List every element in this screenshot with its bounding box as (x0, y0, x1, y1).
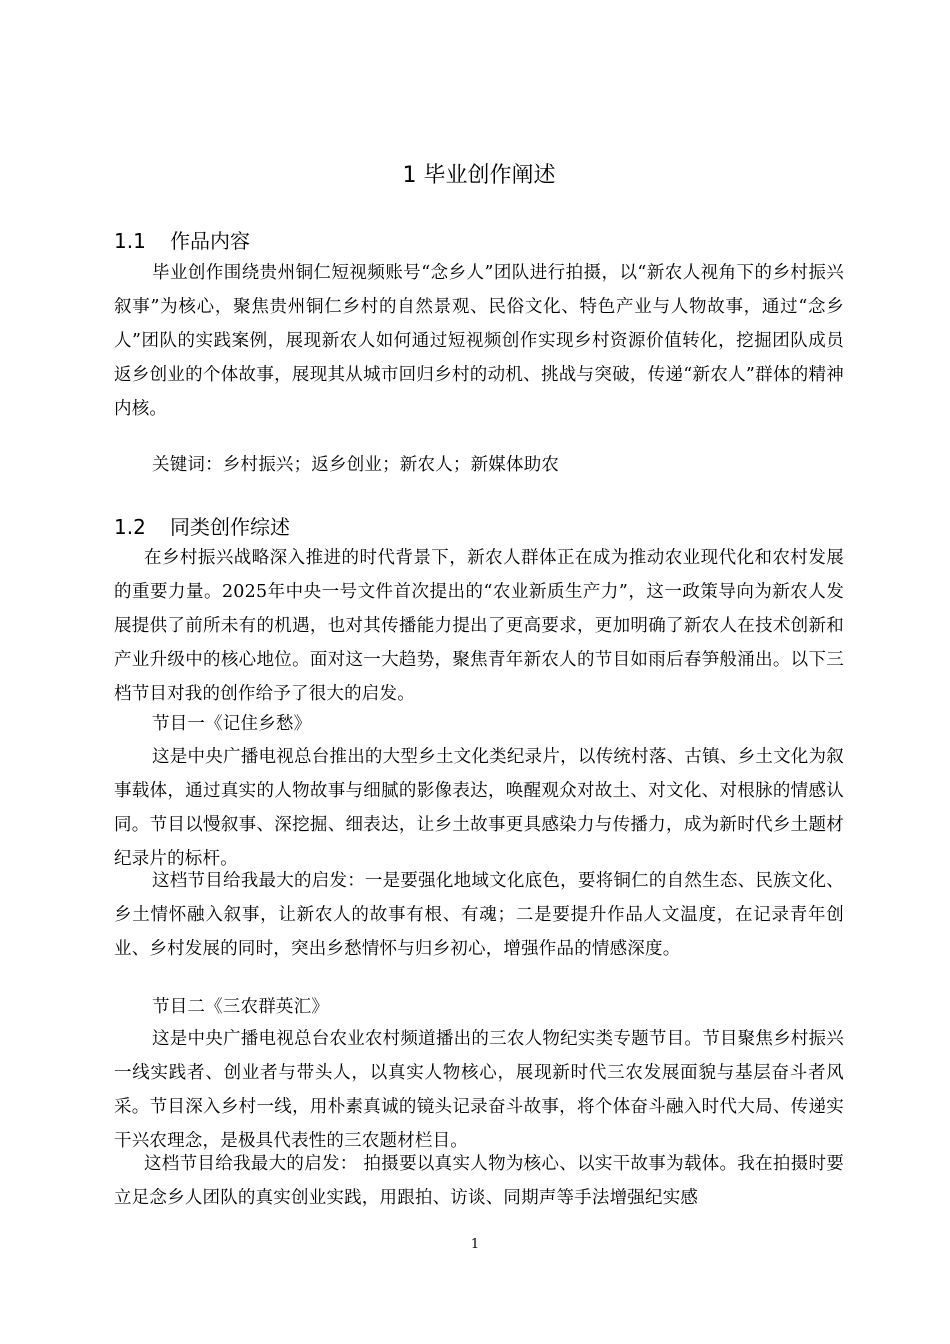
program-one-heading: 节目一《记住乡愁》 (152, 714, 312, 734)
paragraph-program-one-inspiration: 这档节目给我最大的启发：一是要强化地域文化底色，要将铜仁的自然生态、民族文化、乡土情怀融入叙事，让新农人的故事有根、有魂；二是要提升作品人文温度，在记录青年创业、乡村发展的同时，突出乡愁情怀与归乡初心，增强作品的情感深度。 (114, 871, 844, 959)
paragraph-work-content: 毕业创作围绕贵州铜仁短视频账号“念乡人”团队进行拍摄，以“新农人视角下的乡村振兴叙事”为核心，聚焦贵州铜仁乡村的自然景观、民俗文化、特色产业与人物故事，通过“念乡人”团队的实践案例，展现新农人如何通过短视频创作实现乡村资源价值转化，挖掘团队成员返乡创业的个体故事，展现其从城市回归乡村的动机、挑战与突破，传递“新农人”群体的精神内核。 (114, 263, 844, 419)
page-number: 1 (470, 1237, 480, 1252)
section-number: 1.2 (114, 515, 146, 539)
section-title: 作品内容 (170, 229, 250, 253)
paragraph-program-one: 这是中央广播电视总台推出的大型乡土文化类纪录片，以传统村落、古镇、乡土文化为叙事载体，通过真实的人物故事与细腻的影像表达，唤醒观众对故土、对文化、对根脉的情感认同。节目以慢叙事、深挖掘、细表达，让乡土故事更具感染力与传播力，成为新时代乡土题材纪录片的标杆。 (114, 747, 844, 869)
program-two-heading: 节目二《三农群英汇》 (152, 997, 329, 1017)
chapter-title: 1 毕业创作阐述 (402, 163, 556, 188)
section-heading-1-2 (114, 512, 290, 542)
section-number: 1.1 (114, 229, 146, 253)
paragraph-review-intro: 在乡村振兴战略深入推进的时代背景下，新农人群体正在成为推动农业现代化和农村发展的重要力量。2025年中央一号文件首次提出的“农业新质生产力”，这一政策导向为新农人发展提供了前所未有的机遇，也对其传播能力提出了更高要求，更加明确了新农人在技术创新和产业升级中的核心地位。面对这一大趋势，聚焦青年新农人的节目如雨后春笋般涌出。以下三档节目对我的创作给予了很大的启发。 (114, 548, 844, 704)
paragraph-program-two-inspiration: 这档节目给我最大的启发： 拍摄要以真实人物为核心、以实干故事为载体。我在拍摄时要立足念乡人团队的真实创业实践，用跟拍、访谈、同期声等手法增强纪实感 (114, 1154, 844, 1208)
section-title: 同类创作综述 (170, 515, 290, 539)
keywords-line: 关键词：乡村振兴；返乡创业；新农人；新媒体助农 (152, 455, 560, 475)
paragraph-program-two: 这是中央广播电视总台农业农村频道播出的三农人物纪实类专题节目。节目聚焦乡村振兴一线实践者、创业者与带头人，以真实人物核心，展现新时代三农发展面貌与基层奋斗者风采。节目深入乡村一线，用朴素真诚的镜头记录奋斗故事，将个体奋斗融入时代大局、传递实干兴农理念，是极具代表性的三农题材栏目。 (114, 1029, 844, 1151)
